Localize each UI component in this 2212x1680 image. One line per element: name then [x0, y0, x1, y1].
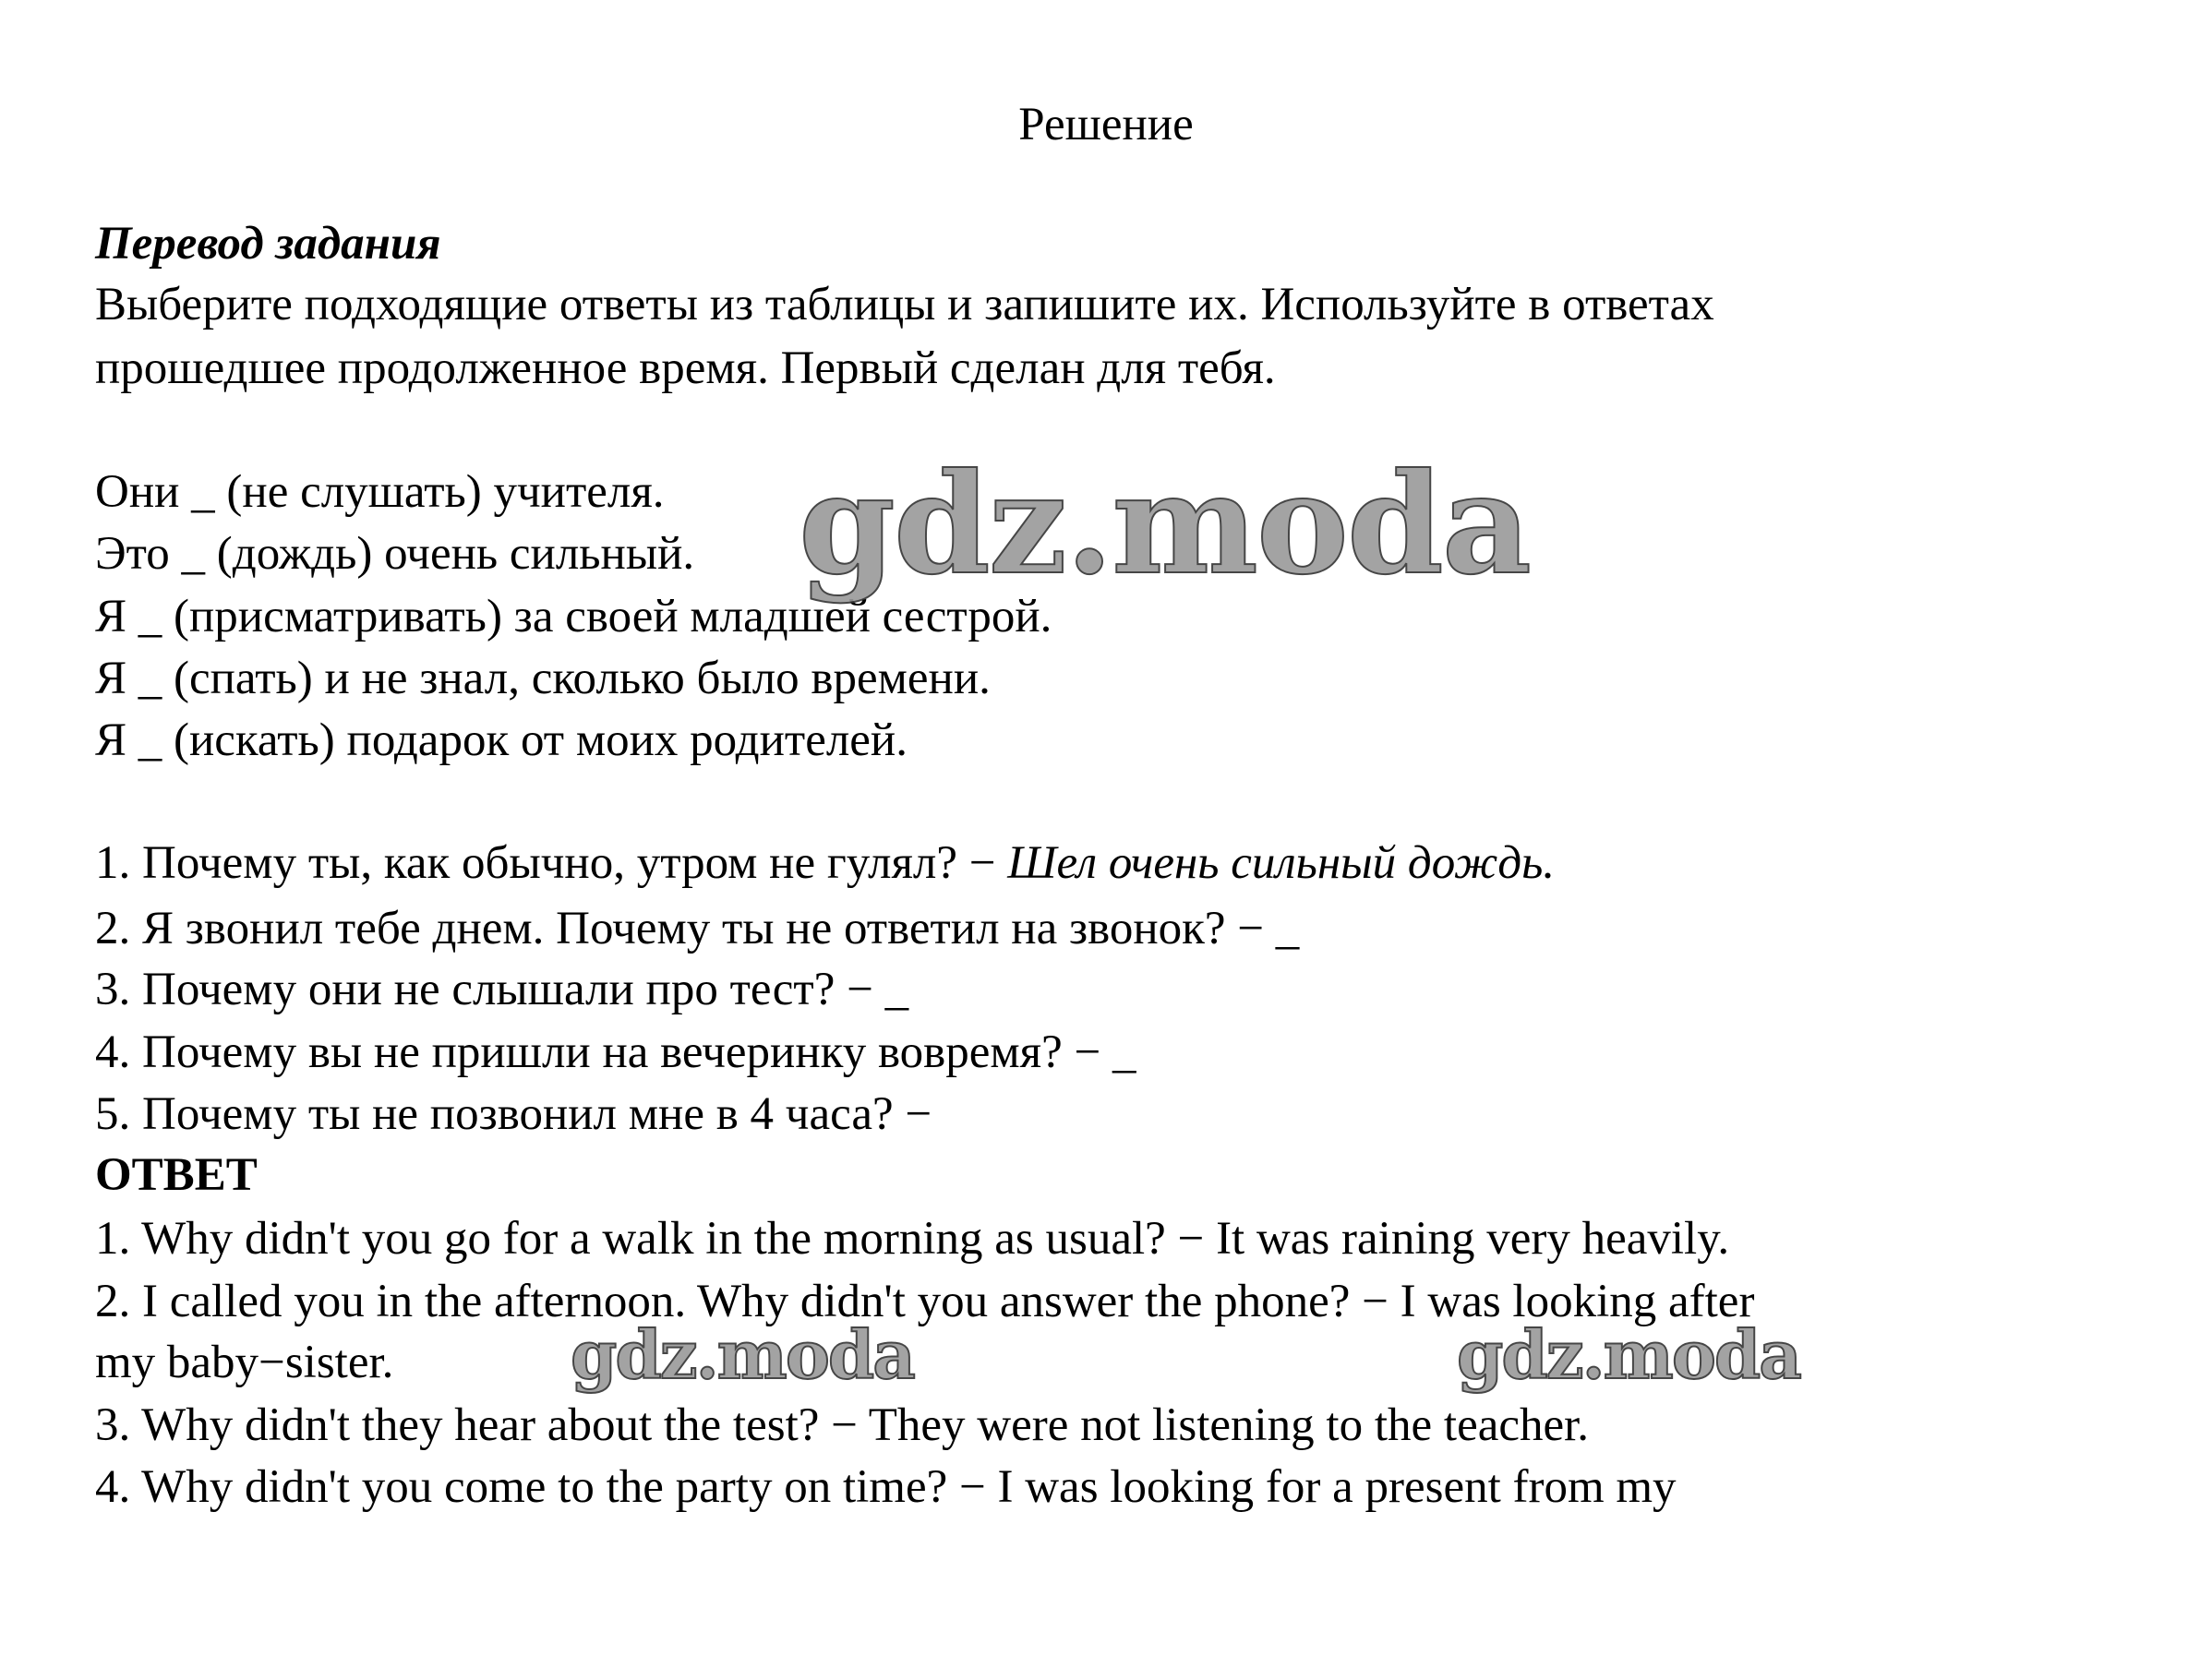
answer-line: 4. Why didn't you come to the party on time? − I was looking for a present from my [95, 1461, 1677, 1513]
watermark-logo: gdz.moda [571, 1315, 914, 1394]
phrase: Я _ (присматривать) за своей младшей сестрой. [95, 591, 1052, 642]
answer-heading: ОТВЕТ [95, 1149, 258, 1201]
question-answer: Шел очень сильный дождь. [1007, 837, 1556, 889]
answer-line: 3. Why didn't they hear about the test? − They were not listening to the teacher. [95, 1399, 1590, 1451]
question-text: 1. Почему ты, как обычно, утром не гулял? − [95, 837, 1008, 889]
question: 3. Почему они не слышали про тест? − _ [95, 964, 909, 1015]
watermark-logo: gdz.moda [1457, 1315, 1800, 1394]
instruction-line: Выберите подходящие ответы из таблицы и запишите их. Используйте в ответах [95, 279, 1714, 330]
answer-line: 2. I called you in the afternoon. Why didn't you answer the phone? − I was looking after [95, 1276, 1755, 1327]
phrase: Я _ (искать) подарок от моих родителей. [95, 714, 908, 766]
answer-line: 1. Why didn't you go for a walk in the morning as usual? − It was raining very heavily. [95, 1213, 1730, 1265]
answer-line: my baby−sister. [95, 1337, 394, 1388]
phrase: Они _ (не слушать) учителя. [95, 466, 665, 518]
phrase: Это _ (дождь) очень сильный. [95, 528, 695, 580]
question [95, 832, 1555, 894]
watermark-logo: gdz.moda [799, 443, 1531, 606]
instruction-line: прошедшее продолженное время. Первый сделан для тебя. [95, 342, 1276, 394]
question: 2. Я звонил тебе днем. Почему ты не ответил на звонок? − _ [95, 903, 1300, 954]
question: 5. Почему ты не позвонил мне в 4 часа? − [95, 1088, 932, 1140]
phrase: Я _ (спать) и не знал, сколько было времени. [95, 653, 991, 704]
task-heading: Перевод задания [95, 218, 441, 270]
page-title: Решение [1018, 99, 1194, 150]
question: 4. Почему вы не пришли на вечеринку вовремя? − _ [95, 1026, 1136, 1078]
